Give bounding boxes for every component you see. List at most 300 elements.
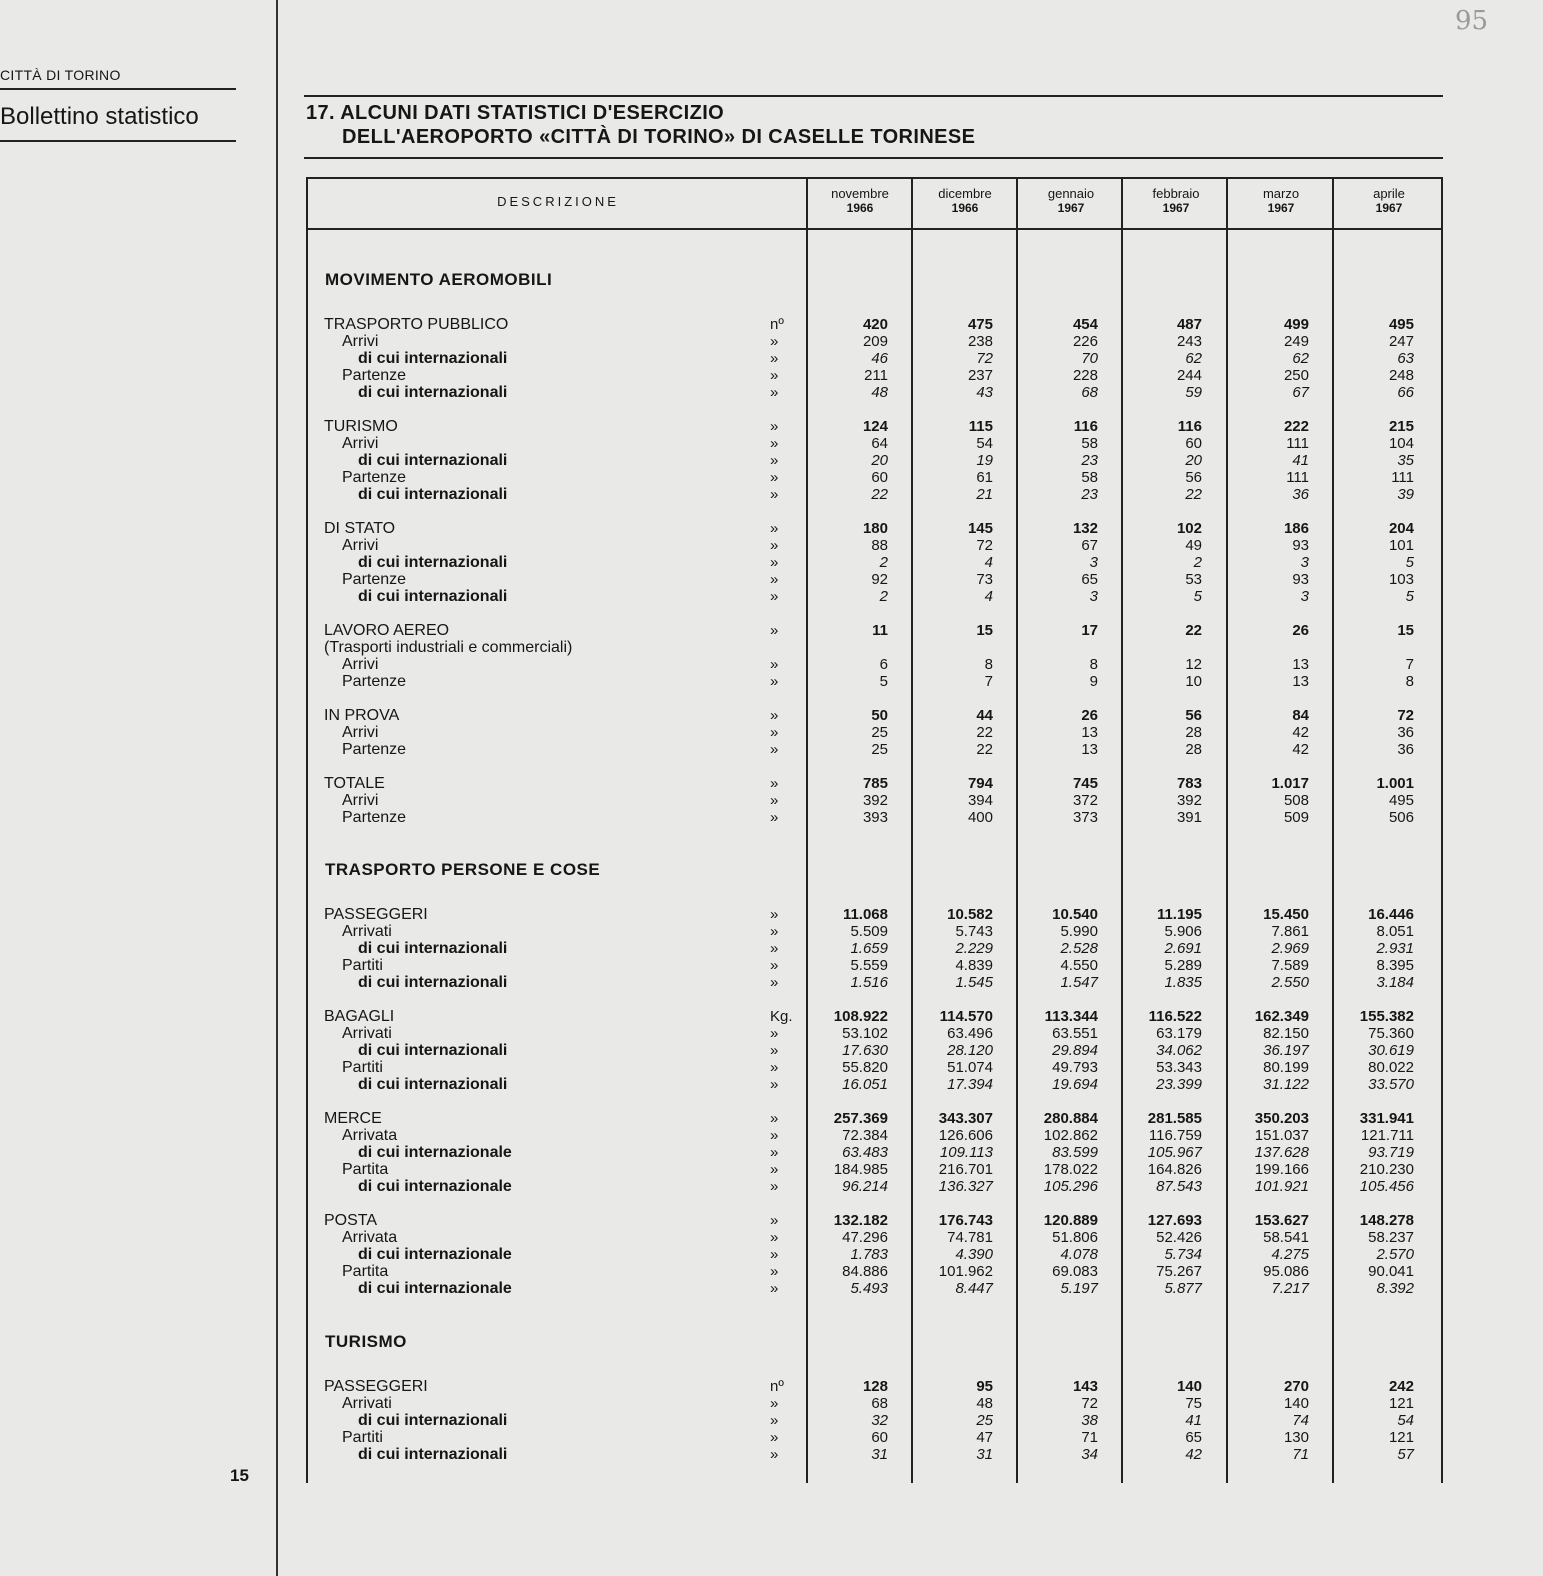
- table-cell: 93: [1292, 537, 1309, 554]
- row-unit: »: [770, 571, 779, 588]
- table-cell: 20: [871, 452, 888, 469]
- table-cell: 64: [871, 435, 888, 452]
- table-cell: 31: [871, 1446, 888, 1463]
- table-cell: 108.922: [833, 1008, 888, 1025]
- table-cell: 121: [1388, 1429, 1414, 1446]
- table-cell: 4.839: [955, 957, 993, 974]
- row-unit: »: [770, 554, 779, 571]
- row-label: DI STATO: [324, 520, 396, 537]
- row-unit: »: [770, 452, 779, 469]
- table-cell: 4: [984, 588, 993, 605]
- row-unit: »: [770, 1429, 779, 1446]
- row-unit: »: [770, 1178, 779, 1195]
- table-cell: 2.570: [1376, 1246, 1414, 1263]
- table-cell: 228: [1072, 367, 1098, 384]
- table-cell: 2.528: [1060, 940, 1098, 957]
- table-cell: 47.296: [842, 1229, 888, 1246]
- row-unit: »: [770, 1412, 779, 1429]
- table-cell: 28.120: [947, 1042, 993, 1059]
- table-cell: 1.017: [1271, 775, 1309, 792]
- row-label: di cui internazionali: [358, 974, 508, 991]
- table-cell: 49: [1185, 537, 1202, 554]
- table-cell: 31.122: [1263, 1076, 1309, 1093]
- row-label: Partenze: [342, 469, 407, 486]
- row-unit: »: [770, 1127, 779, 1144]
- table-cell: 475: [967, 316, 993, 333]
- table-cell: 132.182: [833, 1212, 888, 1229]
- table-cell: 5.990: [1060, 923, 1098, 940]
- table-cell: 96.214: [842, 1178, 888, 1195]
- table-cell: 148.278: [1359, 1212, 1414, 1229]
- table-cell: 116: [1177, 418, 1202, 435]
- table-cell: 226: [1072, 333, 1098, 350]
- table-cell: 46: [871, 350, 888, 367]
- row-label: di cui internazionali: [358, 1412, 508, 1429]
- table-cell: 42: [1185, 1446, 1202, 1463]
- table-cell: 101: [1388, 537, 1414, 554]
- row-label: Partita: [342, 1263, 389, 1280]
- row-unit: »: [770, 435, 779, 452]
- row-unit: »: [770, 775, 779, 792]
- title-rule: [304, 95, 1443, 97]
- table-cell: 13: [1081, 741, 1098, 758]
- table-cell: 15: [976, 622, 993, 639]
- row-label: Arrivi: [342, 435, 379, 452]
- table-cell: 5.509: [850, 923, 888, 940]
- table-cell: 7: [984, 673, 993, 690]
- table-cell: 350.203: [1254, 1110, 1309, 1127]
- table-cell: 92: [871, 571, 888, 588]
- table-cell: 39: [1397, 486, 1414, 503]
- row-unit: »: [770, 1042, 779, 1059]
- table-cell: 113.344: [1044, 1008, 1098, 1025]
- table-cell: 20: [1185, 452, 1202, 469]
- table-cell: 6: [879, 656, 888, 673]
- table-cell: 80.022: [1368, 1059, 1414, 1076]
- table-cell: 72.384: [842, 1127, 888, 1144]
- table-cell: 2: [879, 588, 888, 605]
- sidebar-rule: [0, 140, 236, 142]
- table-cell: 34: [1081, 1446, 1098, 1463]
- section-title: MOVIMENTO AEROMOBILI: [325, 270, 553, 289]
- table-cell: 372: [1072, 792, 1098, 809]
- table-cell: 257.369: [833, 1110, 888, 1127]
- table-cell: 1.516: [850, 974, 888, 991]
- table-cell: 16.446: [1368, 906, 1414, 923]
- table-cell: 204: [1388, 520, 1414, 537]
- table-cell: 68: [871, 1395, 888, 1412]
- row-unit: »: [770, 1446, 779, 1463]
- row-label: di cui internazionale: [358, 1178, 512, 1195]
- table-cell: 11.195: [1156, 906, 1202, 923]
- table-cell: 84.886: [842, 1263, 888, 1280]
- column-month: aprile: [1373, 186, 1405, 201]
- table-cell: 140: [1176, 1378, 1202, 1395]
- table-cell: 80.199: [1263, 1059, 1309, 1076]
- table-cell: 15: [1397, 622, 1414, 639]
- table-cell: 7.217: [1271, 1280, 1309, 1297]
- row-label: PASSEGGERI: [324, 906, 428, 923]
- row-unit: nº: [770, 316, 784, 333]
- table-cell: 111: [1286, 469, 1309, 486]
- table-cell: 55.820: [842, 1059, 888, 1076]
- table-cell: 58.541: [1263, 1229, 1309, 1246]
- row-label: TOTALE: [324, 775, 385, 792]
- table-cell: 71: [1292, 1446, 1309, 1463]
- table-cell: 48: [976, 1395, 993, 1412]
- table-cell: 19.694: [1052, 1076, 1098, 1093]
- table-cell: 29.894: [1052, 1042, 1098, 1059]
- table-cell: 52.426: [1156, 1229, 1202, 1246]
- section-title: TRASPORTO PERSONE E COSE: [325, 860, 601, 879]
- table-cell: 8.392: [1376, 1280, 1414, 1297]
- row-unit: »: [770, 486, 779, 503]
- table-cell: 53.102: [842, 1025, 888, 1042]
- table-cell: 15.450: [1263, 906, 1309, 923]
- table-cell: 128: [862, 1378, 888, 1395]
- table-cell: 53: [1185, 571, 1202, 588]
- column-header: [810, 187, 910, 215]
- table-cell: 127.693: [1147, 1212, 1202, 1229]
- header-rule: [306, 228, 1443, 230]
- table-cell: 248: [1388, 367, 1414, 384]
- table-cell: 1.001: [1376, 775, 1414, 792]
- table-cell: 50: [871, 707, 888, 724]
- table-cell: 101.921: [1254, 1178, 1309, 1195]
- table-cell: 8.395: [1376, 957, 1414, 974]
- table-cell: 93.719: [1368, 1144, 1414, 1161]
- table-cell: 420: [862, 316, 888, 333]
- row-unit: »: [770, 1246, 779, 1263]
- table-cell: 28: [1185, 741, 1202, 758]
- table-cell: 237: [967, 367, 993, 384]
- table-cell: 21: [976, 486, 993, 503]
- table-cell: 140: [1283, 1395, 1309, 1412]
- table-cell: 30.619: [1368, 1042, 1414, 1059]
- table-cell: 60: [871, 469, 888, 486]
- table-cell: 8: [1089, 656, 1098, 673]
- table-title: [306, 101, 975, 149]
- row-unit: »: [770, 367, 779, 384]
- row-label: di cui internazionale: [358, 1144, 512, 1161]
- table-cell: 67: [1292, 384, 1309, 401]
- table-cell: 22: [976, 741, 993, 758]
- table-cell: 2.550: [1271, 974, 1309, 991]
- row-unit: »: [770, 588, 779, 605]
- row-unit: »: [770, 333, 779, 350]
- table-cell: 392: [862, 792, 888, 809]
- column-year: 1967: [1375, 201, 1403, 215]
- table-cell: 11.068: [842, 906, 888, 923]
- table-cell: 95: [976, 1378, 993, 1395]
- row-label: BAGAGLI: [324, 1008, 395, 1025]
- column-year: 1967: [1162, 201, 1190, 215]
- description-header: DESCRIZIONE: [497, 194, 619, 209]
- table-cell: 250: [1283, 367, 1309, 384]
- table-cell: 495: [1388, 316, 1414, 333]
- column-year: 1966: [846, 201, 874, 215]
- row-label: di cui internazionale: [358, 1246, 512, 1263]
- table-cell: 36.197: [1263, 1042, 1309, 1059]
- row-label: di cui internazionali: [358, 1042, 508, 1059]
- table-cell: 22: [1185, 622, 1202, 639]
- table-cell: 2.691: [1164, 940, 1202, 957]
- table-cell: 49.793: [1052, 1059, 1098, 1076]
- column-header: [915, 187, 1015, 215]
- table-cell: 36: [1292, 486, 1309, 503]
- table-cell: 8.447: [955, 1280, 993, 1297]
- table-cell: 155.382: [1359, 1008, 1414, 1025]
- table-cell: 5.197: [1060, 1280, 1098, 1297]
- row-label: di cui internazionali: [358, 452, 508, 469]
- table-cell: 54: [1397, 1412, 1414, 1429]
- row-label: POSTA: [324, 1212, 378, 1229]
- row-label: Arrivi: [342, 656, 379, 673]
- column-month: febbraio: [1152, 186, 1200, 201]
- row-unit: »: [770, 906, 779, 923]
- table-cell: 95.086: [1263, 1263, 1309, 1280]
- table-cell: 1.783: [850, 1246, 888, 1263]
- table-cell: 53.343: [1156, 1059, 1202, 1076]
- table-cell: 5.493: [850, 1280, 888, 1297]
- table-cell: 19: [976, 452, 993, 469]
- column-header: [1126, 187, 1226, 215]
- table-cell: 8: [984, 656, 993, 673]
- row-unit: »: [770, 350, 779, 367]
- page-number: 15: [230, 1466, 249, 1485]
- table-cell: 114.570: [939, 1008, 993, 1025]
- table-cell: 60: [871, 1429, 888, 1446]
- row-label: Partiti: [342, 1059, 383, 1076]
- table-cell: 745: [1072, 775, 1098, 792]
- table-cell: 62: [1185, 350, 1202, 367]
- row-unit: »: [770, 384, 779, 401]
- row-label: Arrivi: [342, 724, 379, 741]
- row-unit: »: [770, 792, 779, 809]
- table-cell: 1.547: [1060, 974, 1098, 991]
- table-cell: 60: [1185, 435, 1202, 452]
- table-cell: 238: [967, 333, 993, 350]
- table-cell: 5.877: [1164, 1280, 1202, 1297]
- row-label: Partenze: [342, 673, 407, 690]
- table-cell: 124: [862, 418, 888, 435]
- table-cell: 73: [976, 571, 993, 588]
- table-cell: 121.711: [1360, 1127, 1414, 1144]
- column-month: dicembre: [938, 186, 992, 201]
- row-label: Arrivata: [342, 1229, 398, 1246]
- row-label: PASSEGGERI: [324, 1378, 428, 1395]
- table-cell: 17: [1081, 622, 1098, 639]
- row-label: TURISMO: [324, 418, 398, 435]
- table-cell: 3: [1300, 588, 1309, 605]
- table-cell: 63.483: [842, 1144, 888, 1161]
- table-cell: 17.394: [947, 1076, 993, 1093]
- row-label: Arrivi: [342, 537, 379, 554]
- table-cell: 26: [1081, 707, 1098, 724]
- table-cell: 25: [871, 724, 888, 741]
- table-cell: 65: [1185, 1429, 1202, 1446]
- table-cell: 281.585: [1147, 1110, 1202, 1127]
- table-cell: 2: [1193, 554, 1202, 571]
- row-unit: »: [770, 1395, 779, 1412]
- table-cell: 31: [976, 1446, 993, 1463]
- row-unit: »: [770, 809, 779, 826]
- table-cell: 10.582: [947, 906, 993, 923]
- table-cell: 61: [976, 469, 993, 486]
- table-cell: 145: [967, 520, 993, 537]
- table-cell: 83.599: [1052, 1144, 1098, 1161]
- table-cell: 783: [1176, 775, 1202, 792]
- table-cell: 5: [879, 673, 888, 690]
- row-label: TRASPORTO PUBBLICO: [324, 316, 509, 333]
- table-cell: 42: [1292, 724, 1309, 741]
- row-unit: »: [770, 520, 779, 537]
- row-label: di cui internazionali: [358, 486, 508, 503]
- row-label: Partenze: [342, 809, 407, 826]
- table-cell: 9: [1089, 673, 1098, 690]
- table-cell: 178.022: [1043, 1161, 1098, 1178]
- table-cell: 23.399: [1156, 1076, 1202, 1093]
- column-month: novembre: [831, 186, 889, 201]
- table-cell: 47: [976, 1429, 993, 1446]
- row-label: LAVORO AEREO: [324, 622, 450, 639]
- margin-rule: [276, 0, 278, 1576]
- table-cell: 105.456: [1359, 1178, 1414, 1195]
- table-cell: 120.889: [1043, 1212, 1098, 1229]
- row-label: di cui internazionali: [358, 1446, 508, 1463]
- table-cell: 69.083: [1052, 1263, 1098, 1280]
- row-label: IN PROVA: [324, 707, 400, 724]
- table-cell: 186: [1283, 520, 1309, 537]
- row-unit: »: [770, 940, 779, 957]
- table-cell: 5.734: [1164, 1246, 1202, 1263]
- table-cell: 280.884: [1043, 1110, 1098, 1127]
- table-cell: 3.184: [1376, 974, 1414, 991]
- table-cell: 5.743: [955, 923, 993, 940]
- table-cell: 12: [1185, 656, 1202, 673]
- table-cell: 137.628: [1254, 1144, 1309, 1161]
- table-cell: 88: [871, 537, 888, 554]
- row-unit: »: [770, 1059, 779, 1076]
- table-cell: 2.969: [1271, 940, 1309, 957]
- sidebar-title: Bollettino statistico: [0, 103, 199, 130]
- table-cell: 394: [967, 792, 993, 809]
- row-label: di cui internazionali: [358, 554, 508, 571]
- table-cell: 115: [968, 418, 993, 435]
- table-cell: 116.759: [1148, 1127, 1202, 1144]
- row-unit: »: [770, 418, 779, 435]
- table-cell: 66: [1397, 384, 1414, 401]
- table-cell: 116: [1073, 418, 1098, 435]
- table-cell: 785: [862, 775, 888, 792]
- table-cell: 132: [1072, 520, 1098, 537]
- table-cell: 393: [862, 809, 888, 826]
- table-cell: 180: [862, 520, 888, 537]
- table-cell: 13: [1292, 673, 1309, 690]
- table-cell: 93: [1292, 571, 1309, 588]
- table-cell: 176.743: [938, 1212, 993, 1229]
- table-cell: 44: [976, 707, 993, 724]
- table-cell: 136.327: [938, 1178, 993, 1195]
- table-cell: 270: [1283, 1378, 1309, 1395]
- table-cell: 63.179: [1156, 1025, 1202, 1042]
- table-cell: 3: [1089, 554, 1098, 571]
- table-cell: 82.150: [1263, 1025, 1309, 1042]
- row-label: Arrivati: [342, 1395, 392, 1412]
- table-cell: 8: [1405, 673, 1414, 690]
- row-label: Partita: [342, 1161, 389, 1178]
- row-label: Arrivati: [342, 923, 392, 940]
- table-cell: 101.962: [938, 1263, 993, 1280]
- table-cell: 4.078: [1060, 1246, 1098, 1263]
- table-cell: 41: [1292, 452, 1309, 469]
- table-cell: 5.559: [850, 957, 888, 974]
- row-unit: »: [770, 957, 779, 974]
- table-cell: 58: [1081, 469, 1098, 486]
- table-cell: 2.229: [955, 940, 993, 957]
- table-cell: 104: [1388, 435, 1414, 452]
- table-cell: 75.360: [1368, 1025, 1414, 1042]
- table-cell: 153.627: [1254, 1212, 1309, 1229]
- table-cell: 4.275: [1271, 1246, 1309, 1263]
- column-year: 1967: [1267, 201, 1295, 215]
- table-cell: 63.496: [947, 1025, 993, 1042]
- table-cell: 454: [1072, 316, 1098, 333]
- table-cell: 199.166: [1254, 1161, 1309, 1178]
- table-cell: 63.551: [1052, 1025, 1098, 1042]
- table-cell: 22: [1185, 486, 1202, 503]
- row-unit: »: [770, 673, 779, 690]
- table-cell: 343.307: [938, 1110, 993, 1127]
- table-cell: 42: [1292, 741, 1309, 758]
- table-cell: 7.589: [1271, 957, 1309, 974]
- table-cell: 102: [1176, 520, 1202, 537]
- table-cell: 247: [1388, 333, 1414, 350]
- row-label: di cui internazionali: [358, 588, 508, 605]
- table-title-line2: DELL'AEROPORTO «CITTÀ DI TORINO» DI CASELLE TORINESE: [342, 126, 976, 148]
- table-cell: 36: [1397, 724, 1414, 741]
- table-cell: 400: [967, 809, 993, 826]
- row-unit: »: [770, 707, 779, 724]
- table-cell: 105.967: [1147, 1144, 1202, 1161]
- table-cell: 215: [1388, 418, 1414, 435]
- table-cell: 17.630: [842, 1042, 888, 1059]
- table-cell: 84: [1292, 707, 1309, 724]
- row-label: Arrivati: [342, 1025, 392, 1042]
- table-cell: 8.051: [1376, 923, 1414, 940]
- table-cell: 243: [1176, 333, 1202, 350]
- table-cell: 184.985: [833, 1161, 888, 1178]
- table-cell: 5: [1405, 554, 1414, 571]
- table-cell: 7: [1405, 656, 1414, 673]
- column-month: gennaio: [1047, 186, 1095, 201]
- table-cell: 33.570: [1368, 1076, 1414, 1093]
- table-cell: 487: [1176, 316, 1202, 333]
- row-label: di cui internazionali: [358, 350, 508, 367]
- table-cell: 1.659: [850, 940, 888, 957]
- sidebar-rule: [0, 88, 236, 90]
- row-unit: »: [770, 622, 779, 639]
- table-cell: 102.862: [1043, 1127, 1098, 1144]
- table-cell: 63: [1397, 350, 1414, 367]
- row-label: Partenze: [342, 741, 407, 758]
- table-cell: 216.701: [938, 1161, 993, 1178]
- table-cell: 16.051: [842, 1076, 888, 1093]
- table-cell: 392: [1176, 792, 1202, 809]
- sidebar-city: CITTÀ DI TORINO: [0, 67, 121, 83]
- row-label: MERCE: [324, 1110, 382, 1127]
- table-cell: 162.349: [1254, 1008, 1309, 1025]
